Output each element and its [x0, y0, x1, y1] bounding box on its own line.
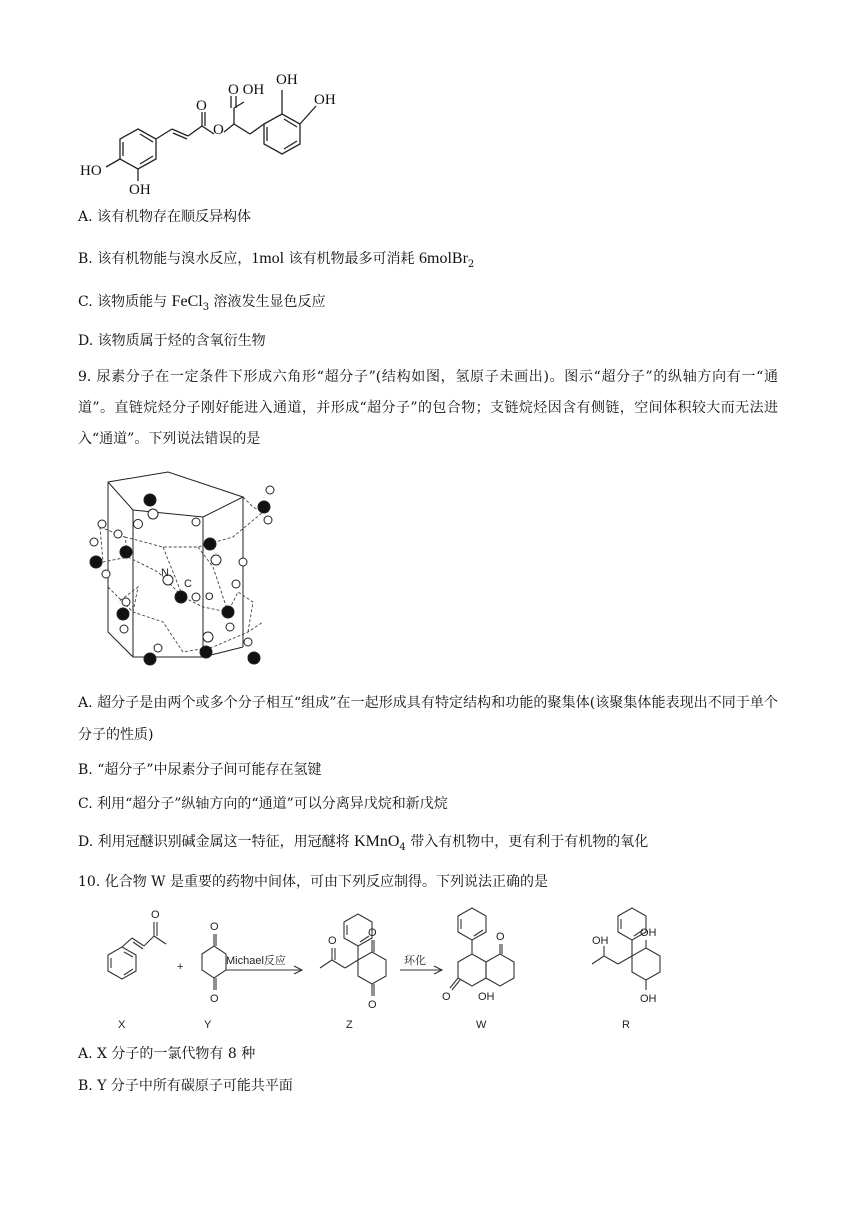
carbonyl-o-label: O	[196, 98, 207, 114]
ho-label: HO	[80, 163, 102, 179]
q9-stem: 9. 尿素分子在一定条件下形成六角形“超分子”(结构如图，氢原子未画出)。图示“超分子”的纵轴方向有一“通道”。直链烷烃分子刚好能进入通道，并形成“超分子”的包合物；支链烷烃因含有侧链，空间体积较大而无法进入“通道”。下列说法错误的是	[78, 369, 778, 447]
w-o-left: O	[442, 991, 451, 1003]
n-atom-label: N	[161, 567, 169, 579]
label-w: W	[476, 1019, 487, 1031]
q10-option-a: A. X 分子的一氯代物有 8 种	[78, 1046, 256, 1062]
z-o-ketone: O	[328, 935, 337, 947]
arrow2-label: 环化	[404, 955, 426, 967]
rosmarinic-acid-structure	[78, 66, 358, 200]
q8-option-c: C. 该物质能与 FeCl$_3$ 溶液发生显色反应	[78, 293, 326, 313]
y-o-top: O	[210, 921, 219, 933]
q10-stem: 10. 化合物 W 是重要的药物中间体，可由下列反应制得。下列说法正确的是	[78, 874, 549, 890]
urea-superstructure-figure	[78, 462, 288, 672]
label-r: R	[622, 1019, 630, 1031]
q8-option-d: D. 该物质属于烃的含氧衍生物	[78, 333, 266, 349]
label-y: Y	[204, 1019, 212, 1031]
q8-option-b: B. 该有机物能与溴水反应，1mol 该有机物最多可消耗 6molBr$_2$	[78, 250, 475, 270]
r-oh-left: OH	[592, 935, 609, 947]
label-x: X	[118, 1019, 126, 1031]
oh-label-right: OH	[314, 92, 336, 108]
ester-o-label: O	[213, 122, 224, 138]
reaction-scheme	[80, 900, 720, 1036]
oh-label-top: OH	[276, 72, 298, 88]
w-oh: OH	[478, 991, 495, 1003]
q9-option-a: A. 超分子是由两个或多个分子相互“组成”在一起形成具有特定结构和功能的聚集体(该聚集体能表现出不同于单个分子的性质)	[78, 695, 778, 743]
x-carbonyl-o: O	[151, 909, 160, 921]
q9-option-d: D. 利用冠醚识别碱金属这一特征，用冠醚将 KMnO$_4$ 带入有机物中，更有利于有机物的氧化	[78, 833, 649, 853]
z-o-bottom: O	[368, 999, 377, 1011]
cooh-label: O OH	[228, 82, 265, 98]
oh-label-bottom: OH	[129, 182, 151, 198]
y-o-bottom: O	[210, 993, 219, 1005]
z-o-top: O	[368, 927, 377, 939]
label-z: Z	[346, 1019, 353, 1031]
o-atom-label: O	[205, 591, 214, 603]
q9-option-b: B. “超分子”中尿素分子间可能存在氢键	[78, 762, 322, 778]
c-atom-label: C	[184, 578, 192, 590]
r-oh-bottom: OH	[640, 993, 657, 1005]
q9-option-c: C. 利用“超分子”纵轴方向的“通道”可以分离异戊烷和新戊烷	[78, 796, 448, 812]
r-oh-top: OH	[640, 927, 657, 939]
plus-sign: +	[177, 961, 184, 973]
arrow1-label: Michael反应	[226, 955, 286, 967]
q8-option-a: A. 该有机物存在顺反异构体	[78, 209, 252, 225]
q10-option-b: B. Y 分子中所有碳原子可能共平面	[78, 1078, 293, 1094]
w-o-top: O	[496, 931, 505, 943]
